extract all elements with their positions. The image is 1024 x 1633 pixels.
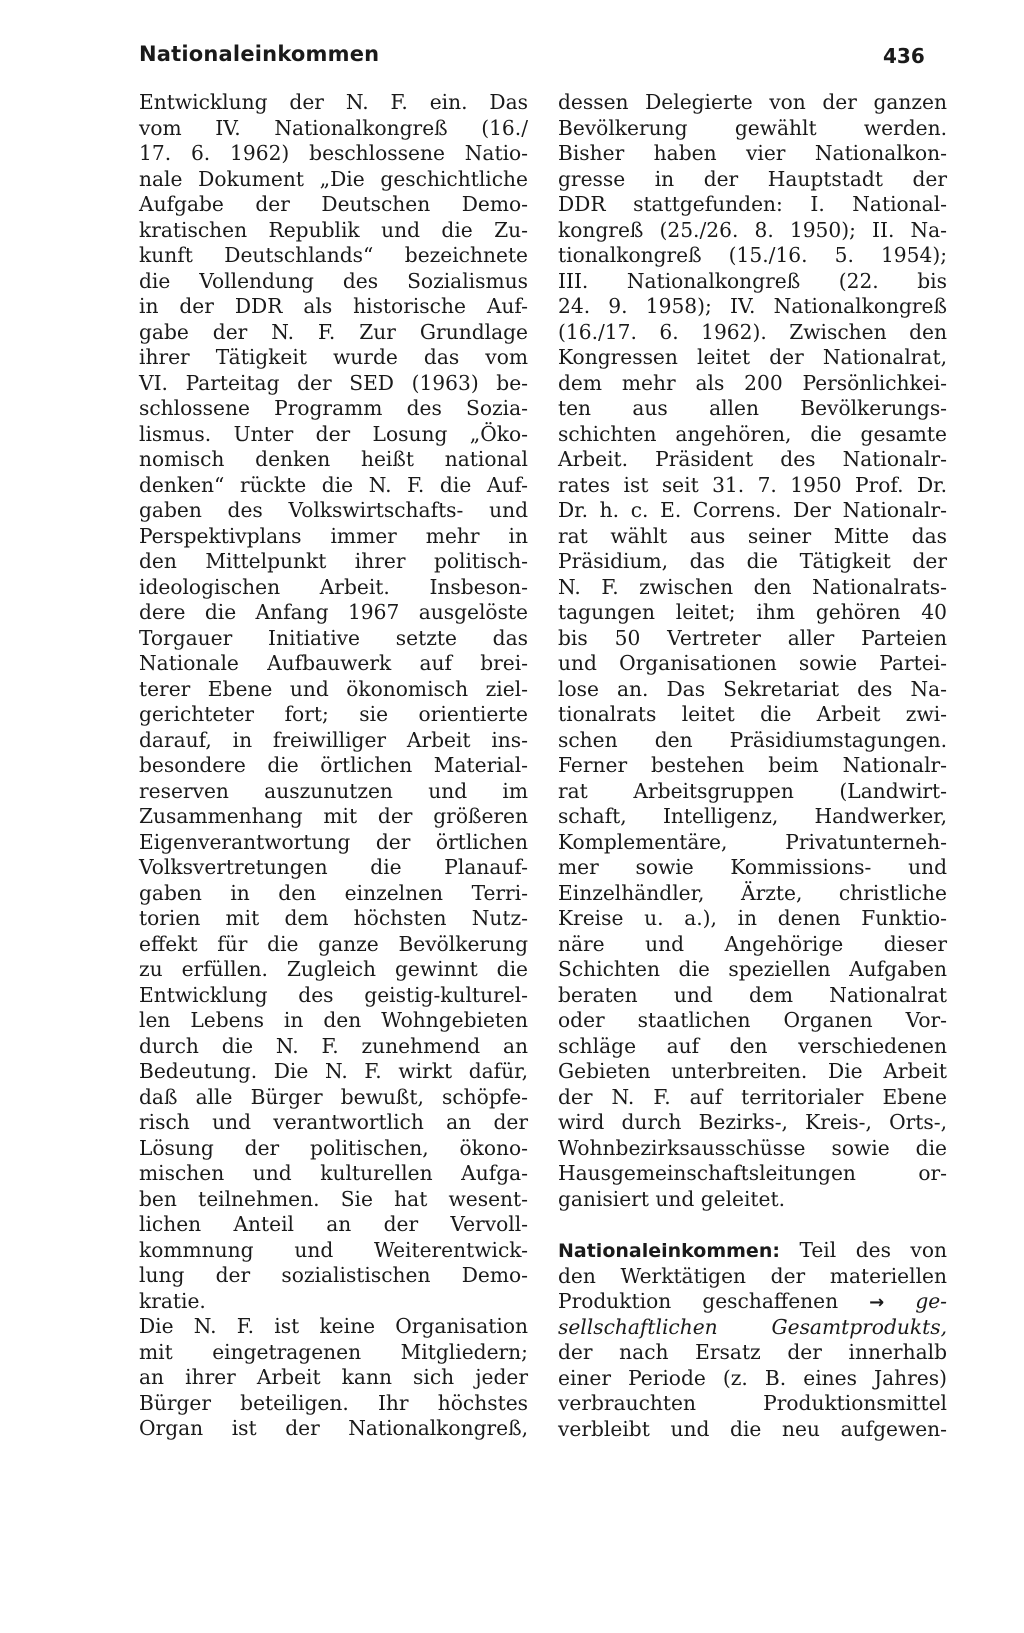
left-column	[139, 90, 528, 1442]
text-line: lung der sozialistischen Demo-	[139, 1263, 528, 1287]
text-line: VI. Parteitag der SED (1963) be-	[139, 370, 528, 395]
text-line: (16./17. 6. 1962). Zwischen den	[558, 319, 947, 344]
text-line: tionalkongreß (15./16. 5. 1954);	[558, 243, 947, 267]
text-line: den Mittelpunkt ihrer politisch-	[139, 549, 528, 573]
text-line: reserven auszunutzen und im	[139, 778, 528, 803]
text-line: mischen und kulturellen Aufga-	[139, 1161, 528, 1185]
text-line: rates ist seit 31. 7. 1950 Prof. Dr.	[558, 472, 947, 497]
text-line: schen den Präsidiumstagungen.	[558, 727, 947, 752]
text-line: nomisch denken heißt national	[139, 447, 528, 471]
text-line: zu erfüllen. Zugleich gewinnt die	[139, 957, 528, 981]
entry-text: Teil des von	[799, 1238, 947, 1262]
text-line: gaben in den einzelnen Terri-	[139, 880, 528, 905]
text-line: gabe der N. F. Zur Grundlage	[139, 319, 528, 344]
text-line: in der DDR als historische Auf-	[139, 294, 528, 318]
text-line: verbrauchten Produktionsmittel	[558, 1391, 947, 1415]
text-line: III. Nationalkongreß (22. bis	[558, 268, 947, 293]
text-line: die Vollendung des Sozialismus	[139, 268, 528, 293]
text-line: der nach Ersatz der innerhalb	[558, 1340, 947, 1364]
text-line: gaben des Volkswirtschafts- und	[139, 498, 528, 522]
text-line: dere die Anfang 1967 ausgelöste	[139, 600, 528, 624]
text-line: Eigenverantwortung der örtlichen	[139, 829, 528, 854]
text-line: rat Arbeitsgruppen (Landwirt-	[558, 778, 947, 803]
text-line: bis 50 Vertreter aller Parteien	[558, 625, 947, 650]
text-line: dessen Delegierte von der ganzen	[558, 90, 947, 114]
text-line: kratie.	[139, 1288, 206, 1313]
text-line: tionalrats leitet die Arbeit zwi-	[558, 702, 947, 726]
entry-line	[558, 1238, 947, 1264]
text-line: Ferner bestehen beim Nationalr-	[558, 753, 947, 777]
cross-reference-link[interactable]: ge-	[915, 1289, 948, 1313]
text-line: terer Ebene und ökonomisch ziel-	[139, 676, 528, 701]
text-line: mer sowie Kommissions- und	[558, 855, 947, 879]
text-line: daß alle Bürger bewußt, schöpfe-	[139, 1084, 528, 1109]
text-line: mit eingetragenen Mitgliedern;	[139, 1339, 528, 1364]
right-column	[558, 90, 947, 1442]
text-line: gerichteter fort; sie orientierte	[139, 702, 528, 726]
text-line: Bedeutung. Die N. F. wirkt dafür,	[139, 1059, 528, 1083]
text-line: Aufgabe der Deutschen Demo-	[139, 192, 528, 216]
text-line: der N. F. auf territorialer Ebene	[558, 1084, 947, 1109]
text-line: Komplementäre, Privatunterneh-	[558, 829, 947, 854]
text-line: kratischen Republik und die Zu-	[139, 217, 528, 242]
text-line: Präsidium, das die Tätigkeit der	[558, 549, 947, 573]
text-line: Entwicklung der N. F. ein. Das	[139, 90, 528, 114]
text-line: Kreise u. a.), in denen Funktio-	[558, 906, 947, 930]
text-line: torien mit dem höchsten Nutz-	[139, 906, 528, 930]
text-line: ideologischen Arbeit. Insbeson-	[139, 574, 528, 599]
text-line: Nationale Aufbauwerk auf brei-	[139, 651, 528, 675]
entry-text: Produktion geschaffenen	[558, 1289, 839, 1313]
text-line: Zusammenhang mit der größeren	[139, 804, 528, 828]
text-line: besondere die örtlichen Material-	[139, 753, 528, 777]
entry-line	[558, 1289, 947, 1315]
text-line: rat wählt aus seiner Mitte das	[558, 523, 947, 548]
text-line: schlossene Programm des Sozia-	[139, 396, 528, 420]
text-line: effekt für die ganze Bevölkerung	[139, 931, 528, 956]
text-line: Bevölkerung gewählt werden.	[558, 115, 947, 140]
text-line: denken“ rückte die N. F. die Auf-	[139, 472, 528, 497]
cross-reference-arrow-icon: →	[869, 1292, 885, 1313]
text-line: dem mehr als 200 Persönlichkei-	[558, 370, 947, 395]
text-line: 17. 6. 1962) beschlossene Natio-	[139, 141, 528, 165]
text-line: Organ ist der Nationalkongreß,	[139, 1416, 528, 1440]
entry-continuation	[558, 1340, 947, 1442]
text-line: durch die N. F. zunehmend an	[139, 1033, 528, 1058]
text-line: schläge auf den verschiedenen	[558, 1033, 947, 1058]
text-line: Perspektivplans immer mehr in	[139, 523, 528, 548]
text-line: Arbeit. Präsident des Nationalr-	[558, 447, 947, 471]
text-line: Entwicklung des geistig-kulturel-	[139, 982, 528, 1007]
text-line: vom IV. Nationalkongreß (16./	[139, 115, 528, 140]
text-line: ihrer Tätigkeit wurde das vom	[139, 345, 528, 369]
text-line: Bisher haben vier Nationalkon-	[558, 141, 947, 165]
text-line: ganisiert und geleitet.	[558, 1186, 786, 1211]
text-line: beraten und dem Nationalrat	[558, 982, 947, 1007]
text-line: Gebieten unterbreiten. Die Arbeit	[558, 1059, 947, 1083]
text-line: kommnung und Weiterentwick-	[139, 1237, 528, 1262]
text-line: Volksvertretungen die Planauf-	[139, 855, 528, 879]
text-line: näre und Angehörige dieser	[558, 931, 947, 956]
text-line: risch und verantwortlich an der	[139, 1110, 528, 1134]
page-number: 436	[883, 44, 925, 68]
text-line: oder staatlichen Organen Vor-	[558, 1008, 947, 1032]
text-line: DDR stattgefunden: I. National-	[558, 192, 947, 216]
text-line: nale Dokument „Die geschichtliche	[139, 166, 528, 191]
text-line: 24. 9. 1958); IV. Nationalkongreß	[558, 294, 947, 318]
text-line: kongreß (25./26. 8. 1950); II. Na-	[558, 217, 947, 242]
text-line: schichten angehören, die gesamte	[558, 421, 947, 446]
text-line: schaft, Intelligenz, Handwerker,	[558, 804, 947, 828]
text-line: Lösung der politischen, ökono-	[139, 1135, 528, 1160]
entry-nationaleinkommen	[558, 1238, 947, 1442]
text-line: kunft Deutschlands“ bezeichnete	[139, 243, 528, 267]
text-line: einer Periode (z. B. eines Jahres)	[558, 1365, 947, 1390]
text-line: tagungen leitet; ihm gehören 40	[558, 600, 947, 624]
right-column-text	[558, 90, 947, 1212]
text-line: ten aus allen Bevölkerungs-	[558, 396, 947, 420]
text-line: an ihrer Arbeit kann sich jeder	[139, 1365, 528, 1389]
text-line: und Organisationen sowie Partei-	[558, 651, 947, 675]
text-line: Wohnbezirksausschüsse sowie die	[558, 1135, 947, 1160]
text-line: Einzelhändler, Ärzte, christliche	[558, 880, 947, 905]
text-line: Torgauer Initiative setzte das	[139, 625, 528, 650]
text-line: Kongressen leitet der Nationalrat,	[558, 345, 947, 369]
text-line: Dr. h. c. E. Correns. Der Nationalr-	[558, 498, 947, 522]
text-line: lichen Anteil an der Vervoll-	[139, 1212, 528, 1236]
cross-reference-link[interactable]: sellschaftlichen Gesamtprodukts,	[558, 1314, 947, 1339]
text-line: wird durch Bezirks-, Kreis-, Orts-,	[558, 1110, 947, 1134]
text-line: gresse in der Hauptstadt der	[558, 166, 947, 191]
text-line: verbleibt und die neu aufgewen-	[558, 1416, 947, 1441]
text-line: ben teilnehmen. Sie hat wesent-	[139, 1186, 528, 1211]
text-line: N. F. zwischen den Nationalrats-	[558, 574, 947, 599]
text-line: darauf, in freiwilliger Arbeit ins-	[139, 727, 528, 752]
running-head: Nationaleinkommen	[139, 42, 380, 66]
entry-lemma: Nationaleinkommen:	[558, 1240, 780, 1262]
text-line: Schichten die speziellen Aufgaben	[558, 957, 947, 981]
entry-line: den Werktätigen der materiellen	[558, 1263, 947, 1288]
entry-spacer	[558, 1212, 947, 1238]
text-line: lismus. Unter der Losung „Öko-	[139, 421, 528, 446]
text-line: Hausgemeinschaftsleitungen or-	[558, 1161, 947, 1185]
text-line: len Lebens in den Wohngebieten	[139, 1008, 528, 1032]
text-line: lose an. Das Sekretariat des Na-	[558, 676, 947, 701]
text-line: Bürger beteiligen. Ihr höchstes	[139, 1390, 528, 1415]
text-line: Die N. F. ist keine Organisation	[139, 1314, 528, 1338]
